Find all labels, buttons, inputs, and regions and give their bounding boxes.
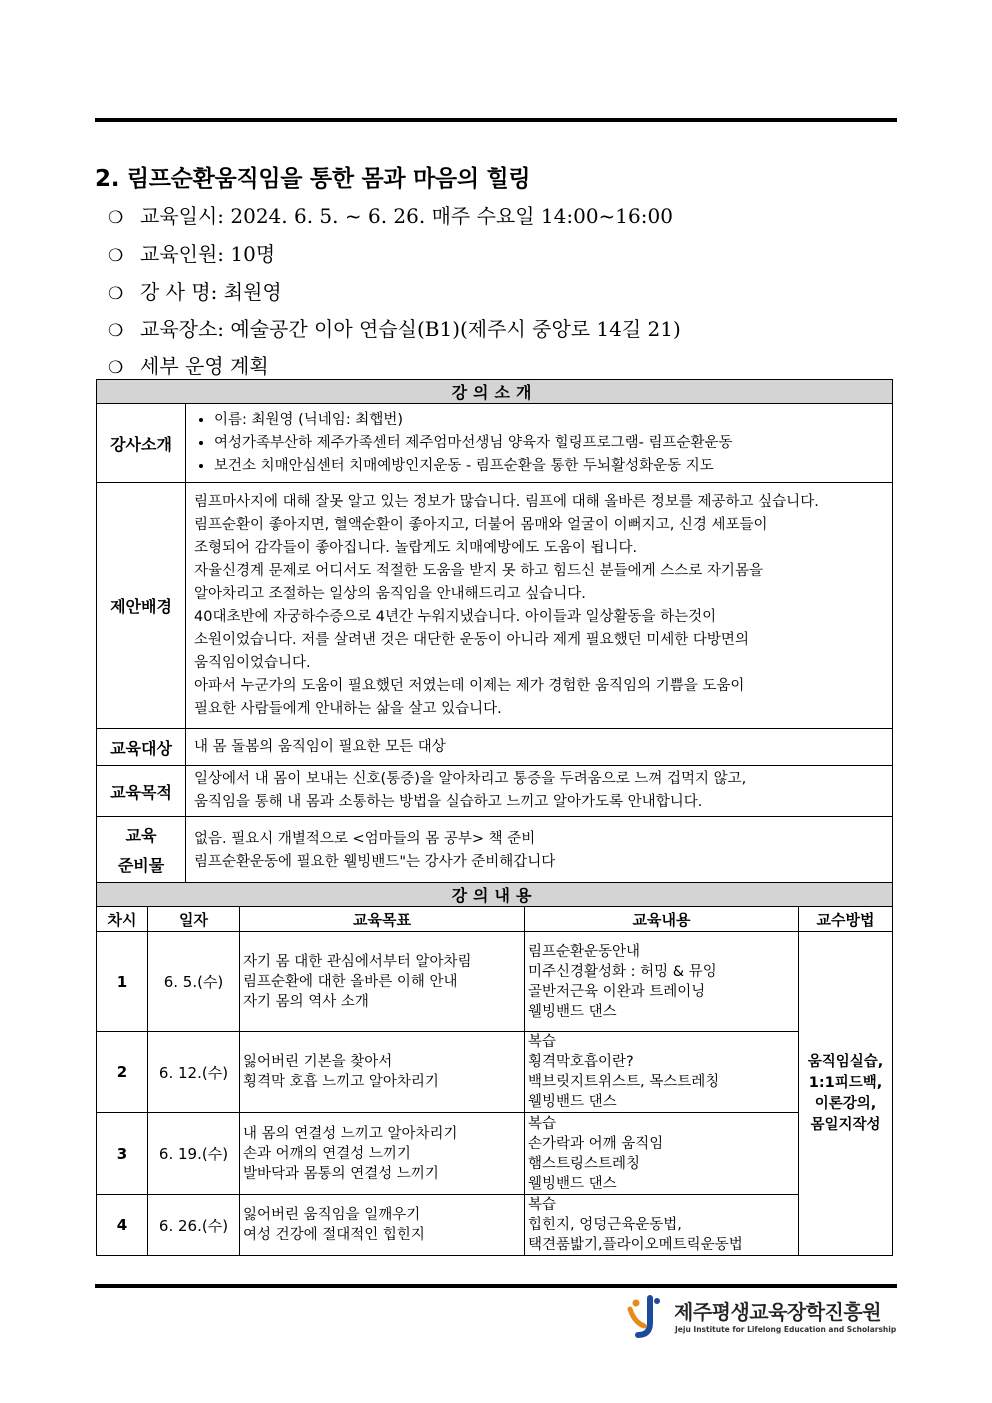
target-label: 교육대상 bbox=[97, 729, 186, 766]
circle-bullet-icon: ❍ bbox=[108, 321, 124, 341]
intro-section-title: 강의소개 bbox=[97, 380, 893, 404]
org-name: 제주평생교육장학진흥원 bbox=[674, 1300, 882, 1324]
content-item: 웰빙밴드 댄스 bbox=[528, 1003, 617, 1020]
goal-content bbox=[186, 766, 893, 817]
goal-item: 자기 몸 대한 관심에서부터 알아차림 bbox=[243, 953, 472, 970]
goal-item: 림프순환에 대한 올바른 이해 안내 bbox=[243, 973, 458, 990]
content-item: 웰빙밴드 댄스 bbox=[528, 1094, 617, 1110]
circle-bullet-icon: ❍ bbox=[108, 284, 124, 304]
background-line: 움직임이었습니다. bbox=[194, 654, 311, 671]
materials-line: 림프순환운동에 필요한 웰빙밴드"는 강사가 준비해갑니다 bbox=[194, 854, 556, 870]
table-row bbox=[97, 1032, 893, 1113]
goal-item: 내 몸의 연결성 느끼고 알아차리기 bbox=[243, 1125, 458, 1142]
background-line: 소원이었습니다. 저를 살려낸 것은 대단한 운동이 아니라 제게 필요했던 미세한 다방면의 bbox=[194, 631, 749, 648]
info-line-plan bbox=[108, 350, 269, 379]
session-date: 6. 5.(수) bbox=[148, 932, 240, 1032]
method-line: 움직임실습, bbox=[807, 1053, 884, 1070]
circle-bullet-icon: ❍ bbox=[108, 208, 124, 228]
goal-item: 횡격막 호흡 느끼고 알아차리기 bbox=[243, 1074, 439, 1090]
org-name-en: Jeju Institute for Lifelong Education and Scholarship bbox=[675, 1325, 897, 1334]
info-text: 교육인원: 10명 bbox=[140, 242, 276, 266]
goal-line: 움직임을 통해 내 몸과 소통하는 방법을 실습하고 느끼고 알아가도록 안내합니다. bbox=[194, 794, 703, 810]
content-item: 택견품밟기,플라이오메트릭운동법 bbox=[528, 1237, 743, 1253]
header-goal: 교육목표 bbox=[240, 907, 525, 932]
jeju-logo-icon bbox=[625, 1295, 669, 1339]
teaching-method bbox=[799, 932, 893, 1256]
materials-label bbox=[97, 817, 186, 886]
content-item: 웰빙밴드 댄스 bbox=[528, 1175, 617, 1192]
session-contents bbox=[525, 1113, 799, 1195]
background-label: 제안배경 bbox=[97, 483, 186, 729]
content-item: 백브릿지트위스트, 목스트레칭 bbox=[528, 1074, 720, 1090]
session-date: 6. 19.(수) bbox=[148, 1113, 240, 1195]
instructor-item: • 보건소 치매안심센터 치매예방인지운동 - 림프순환을 통한 두뇌활성화운동 지도 bbox=[214, 455, 884, 478]
table-row bbox=[97, 1195, 893, 1256]
section-heading: 2. 림프순환움직임을 통한 몸과 마음의 힐링 bbox=[95, 166, 531, 192]
header-content: 교육내용 bbox=[525, 907, 799, 932]
session-goals bbox=[240, 1195, 525, 1256]
info-line-place bbox=[108, 313, 681, 342]
background-line: 림프순환이 좋아지면, 혈액순환이 좋아지고, 더불어 몸매와 얼굴이 이뻐지고, 신경 세포들이 bbox=[194, 516, 768, 533]
materials-label-line: 교육 bbox=[125, 826, 157, 845]
background-line: 림프마사지에 대해 잘못 알고 있는 정보가 많습니다. 림프에 대해 올바른 정보를 제공하고 싶습니다. bbox=[194, 493, 819, 510]
background-line: 자율신경계 문제로 어디서도 적절한 도움을 받지 못 하고 힘드신 분들에게 스스로 자기몸을 bbox=[194, 562, 763, 579]
session-date: 6. 12.(수) bbox=[148, 1032, 240, 1113]
goal-item: 손과 어깨의 연결성 느끼기 bbox=[243, 1145, 411, 1162]
content-section-title: 강의내용 bbox=[97, 883, 893, 907]
session-goals bbox=[240, 932, 525, 1032]
target-content: 내 몸 돌봄의 움직임이 필요한 모든 대상 bbox=[186, 729, 893, 766]
goal-item: 여성 건강에 절대적인 힙힌지 bbox=[243, 1227, 425, 1243]
content-item: 복습 bbox=[528, 1115, 557, 1132]
instructor-item: • 이름: 최원영 (닉네임: 최햅번) bbox=[214, 409, 884, 432]
materials-content bbox=[186, 817, 893, 886]
session-number: 4 bbox=[97, 1195, 148, 1256]
materials-label-line: 준비물 bbox=[117, 856, 165, 875]
content-item: 골반저근육 이완과 트레이닝 bbox=[528, 983, 706, 1000]
info-text: 강 사 명: 최원영 bbox=[140, 280, 282, 304]
info-line-count bbox=[108, 238, 275, 267]
content-item: 횡격막호흡이란? bbox=[528, 1054, 634, 1070]
session-number: 2 bbox=[97, 1032, 148, 1113]
info-line-instructor bbox=[108, 276, 282, 305]
session-date: 6. 26.(수) bbox=[148, 1195, 240, 1256]
content-item: 햄스트링스트레칭 bbox=[528, 1155, 641, 1172]
background-line: 필요한 사람들에게 안내하는 삶을 살고 있습니다. bbox=[194, 700, 502, 717]
table-row bbox=[97, 1113, 893, 1195]
session-contents bbox=[525, 1195, 799, 1256]
content-item: 미주신경활성화 : 허밍 & 뮤잉 bbox=[528, 963, 717, 980]
session-contents bbox=[525, 932, 799, 1032]
content-item: 림프순환운동안내 bbox=[528, 943, 641, 960]
background-line: 조형되어 감각들이 좋아집니다. 놀랍게도 치매예방에도 도움이 됩니다. bbox=[194, 539, 638, 556]
goal-item: 잃어버린 기본을 찾아서 bbox=[243, 1054, 393, 1070]
background-line: 40대초반에 자궁하수증으로 4년간 누워지냈습니다. 아이들과 일상활동을 하는것이 bbox=[194, 608, 717, 625]
info-line-date bbox=[108, 200, 673, 229]
info-text: 교육일시: 2024. 6. 5. ~ 6. 26. 매주 수요일 14:00~16:00 bbox=[140, 204, 673, 228]
materials-line: 없음. 필요시 개별적으로 <엄마들의 몸 공부> 책 준비 bbox=[194, 831, 536, 847]
header-session: 차시 bbox=[97, 907, 148, 932]
goal-item: 발바닥과 몸통의 연결성 느끼기 bbox=[243, 1165, 439, 1182]
goal-line: 일상에서 내 몸이 보내는 신호(통증)을 알아차리고 통증을 두려움으로 느껴 겁먹지 않고, bbox=[194, 771, 747, 787]
background-line: 아파서 누군가의 도움이 필요했던 저였는데 이제는 제가 경험한 움직임의 기쁨을 도움이 bbox=[194, 677, 745, 694]
method-line: 1:1피드백, bbox=[808, 1074, 883, 1091]
top-rule bbox=[95, 118, 897, 122]
header-date: 일자 bbox=[148, 907, 240, 932]
session-number: 1 bbox=[97, 932, 148, 1032]
bottom-rule bbox=[95, 1284, 897, 1288]
method-line: 몸일지작성 bbox=[810, 1116, 881, 1133]
table-row bbox=[97, 932, 893, 1032]
info-text: 교육장소: 예술공간 이아 연습실(B1)(제주시 중앙로 14길 21) bbox=[140, 317, 681, 341]
circle-bullet-icon: ❍ bbox=[108, 246, 124, 266]
org-logo bbox=[625, 1295, 900, 1340]
goal-item: 자기 몸의 역사 소개 bbox=[243, 993, 369, 1010]
intro-table bbox=[96, 379, 893, 886]
content-item: 복습 bbox=[528, 1034, 557, 1050]
circle-bullet-icon: ❍ bbox=[108, 358, 124, 378]
content-table bbox=[96, 882, 893, 1256]
session-goals bbox=[240, 1113, 525, 1195]
content-item: 힙힌지, 엉덩근육운동법, bbox=[528, 1217, 682, 1233]
instructor-label: 강사소개 bbox=[97, 404, 186, 483]
background-content bbox=[186, 483, 893, 729]
background-line: 알아차리고 조절하는 일상의 움직임을 안내해드리고 싶습니다. bbox=[194, 585, 586, 602]
goal-item: 잃어버린 움직임을 일깨우기 bbox=[243, 1207, 421, 1223]
session-goals bbox=[240, 1032, 525, 1113]
session-contents bbox=[525, 1032, 799, 1113]
method-line: 이론강의, bbox=[814, 1095, 877, 1112]
header-method: 교수방법 bbox=[799, 907, 893, 932]
content-item: 손가락과 어깨 움직임 bbox=[528, 1135, 664, 1152]
instructor-content bbox=[186, 404, 893, 483]
content-item: 복습 bbox=[528, 1197, 557, 1213]
session-number: 3 bbox=[97, 1113, 148, 1195]
instructor-item: • 여성가족부산하 제주가족센터 제주엄마선생님 양육자 힐링프로그램- 림프순환운동 bbox=[214, 432, 884, 455]
info-text: 세부 운영 계획 bbox=[140, 354, 269, 378]
goal-label: 교육목적 bbox=[97, 766, 186, 817]
